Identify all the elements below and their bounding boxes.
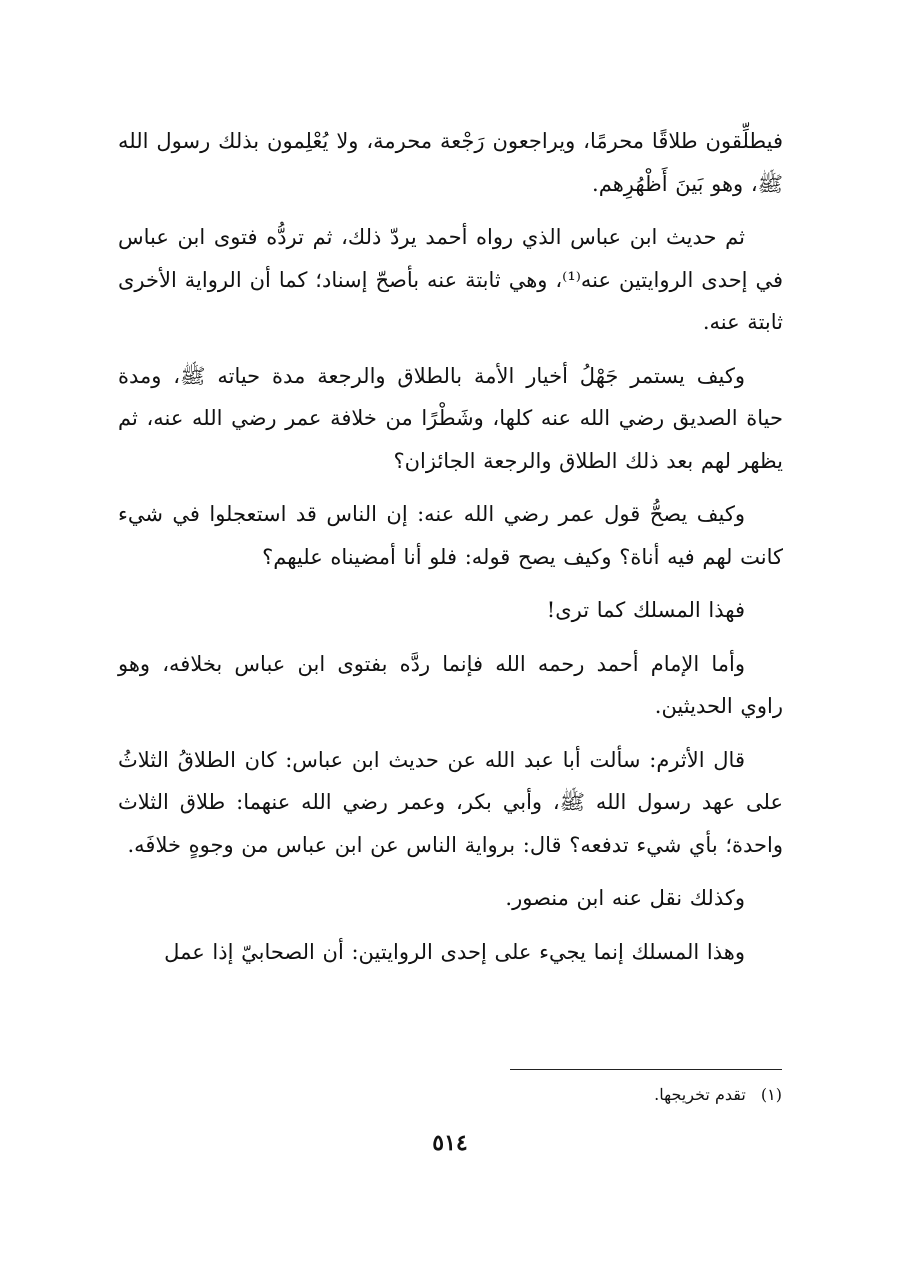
page-number: ٥١٤	[432, 1130, 468, 1156]
footnote	[117, 1080, 782, 1110]
paragraph-5: فهذا المسلك كما ترى!	[546, 598, 745, 622]
paragraph-4: وكيف يصحُّ قول عمر رضي الله عنه: إن الناس قد استعجلوا في شيء كانت لهم فيه أناة؟ وكيف يصح قوله: فلو أنا أمضيناه عليهم؟	[118, 502, 783, 569]
footnote-divider	[510, 1069, 782, 1070]
paragraph-8: وكذلك نقل عنه ابن منصور.	[505, 886, 745, 910]
paragraph-3: وكيف يستمر جَهْلُ أخيار الأمة بالطلاق والرجعة مدة حياته ﷺ، ومدة حياة الصديق رضي الله عنه كلها، وشَطْرًا من خلافة عمر رضي الله عنه، ثم يظهر لهم بعد ذلك الطلاق والرجعة الجائزان؟	[118, 363, 783, 473]
footnote-number: (١)	[760, 1085, 782, 1104]
footnote-text: تقدم تخريجها.	[654, 1085, 746, 1104]
paragraph-7: قال الأثرم: سألت أبا عبد الله عن حديث ابن عباس: كان الطلاقُ الثلاثُ على عهد رسول الله ﷺ، وأبي بكر، وعمر رضي الله عنهما: طلاق الثلاث واحدة؛ بأي شيء تدفعه؟ قال: برواية الناس عن ابن عباس من وجوهٍ خلافَه.	[118, 747, 783, 857]
paragraph-1: فيطلِّقون طلاقًا محرمًا، ويراجعون رَجْعة محرمة، ولا يُعْلِمون بذلك رسول الله ﷺ، وهو بَينَ أَظْهُرِهم.	[118, 129, 783, 196]
paragraph-6: وأما الإمام أحمد رحمه الله فإنما ردَّه بفتوى ابن عباس بخلافه، وهو راوي الحديثين.	[118, 651, 783, 718]
page-body	[118, 120, 783, 984]
paragraph-9: وهذا المسلك إنما يجيء على إحدى الروايتين: أن الصحابيّ إذا عمل	[164, 939, 745, 964]
paragraph-2: ثم حديث ابن عباس الذي رواه أحمد يردّ ذلك، ثم تردُّه فتوى ابن عباس في إحدى الروايتين عنه⁽¹⁾، وهي ثابتة عنه بأصحّ إسناد؛ كما أن الرواية الأخرى ثابتة عنه.	[118, 225, 783, 334]
